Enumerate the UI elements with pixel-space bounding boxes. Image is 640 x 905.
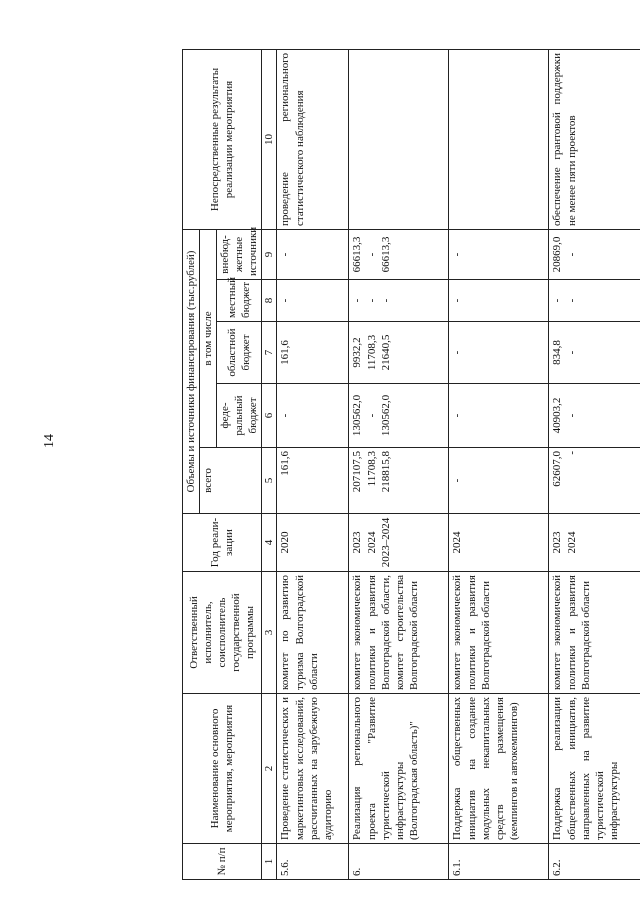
- header-funding: Объемы и источники финансирования (тыс.рублей): [183, 229, 200, 513]
- regional-value: 11708,3: [365, 334, 378, 371]
- federal-value: 130562,0: [351, 394, 364, 437]
- regional-value: -: [565, 350, 578, 355]
- row-name: Реализация регионального проекта "Развитие туристической инфраструктуры (Волгоградская область)": [349, 694, 449, 844]
- row-num: 6.1.: [449, 844, 549, 880]
- row-result: проведение регионального статистического наблюдения: [277, 49, 349, 229]
- total-value: 207107,5: [351, 451, 364, 493]
- row-executor: комитет по развитию туризма Волгоградской области: [277, 572, 349, 694]
- row-extra: [549, 229, 640, 279]
- row-local: [549, 280, 640, 322]
- regional-value: 21640,5: [379, 334, 392, 371]
- row-federal: [349, 384, 449, 448]
- header-regional: областной бюджет: [217, 322, 262, 384]
- header-federal: феде-ральный бюджет: [217, 384, 262, 448]
- column-number: 4: [262, 514, 277, 572]
- header-num: № п/п: [183, 844, 262, 880]
- header-total: всего: [200, 448, 262, 514]
- table-row: [277, 49, 349, 879]
- header-extra: внебюд-жетные источники: [217, 229, 262, 279]
- row-years: [449, 514, 549, 572]
- local-value: -: [351, 298, 364, 303]
- extra-value: -: [279, 252, 292, 257]
- total-value: -: [565, 451, 578, 455]
- column-number: 7: [262, 322, 277, 384]
- column-number: 10: [262, 49, 277, 229]
- regional-value: 161,6: [279, 340, 292, 365]
- header-executor: Ответственный исполнитель, соисполнитель государственной программы: [183, 572, 262, 694]
- federal-value: -: [451, 413, 464, 418]
- column-number-row: [262, 49, 277, 879]
- row-name: Поддержка реализации общественных инициатив, направленных на развитие туристической инфраструктуры: [549, 694, 640, 844]
- extra-value: -: [365, 252, 378, 257]
- federal-value: -: [279, 413, 292, 418]
- regional-value: 834,8: [551, 340, 564, 365]
- row-total: [349, 448, 449, 514]
- row-total: [277, 448, 349, 514]
- row-executor: комитет экономической политики и развития Волгоградской области, комитет строительства Волгоградской области: [349, 572, 449, 694]
- row-extra: [277, 229, 349, 279]
- row-years: [277, 514, 349, 572]
- local-value: -: [365, 298, 378, 303]
- federal-value: -: [565, 413, 578, 418]
- header-name: Наименование основного мероприятия, мероприятия: [183, 694, 262, 844]
- column-number: 5: [262, 448, 277, 514]
- total-value: 11708,3: [365, 451, 378, 487]
- federal-value: 130562,0: [379, 394, 392, 437]
- row-executor: комитет экономической политики и развития Волгоградской области: [549, 572, 640, 694]
- row-regional: [277, 322, 349, 384]
- row-executor: комитет экономической политики и развития Волгоградской области: [449, 572, 549, 694]
- federal-value: -: [365, 413, 378, 418]
- local-value: -: [379, 298, 392, 303]
- extra-value: 66613,3: [351, 236, 364, 273]
- row-years: [549, 514, 640, 572]
- row-federal: [449, 384, 549, 448]
- total-value: -: [451, 478, 464, 483]
- extra-value: -: [565, 252, 578, 257]
- row-name: Проведение статистических и маркетинговых исследований, рассчитанных на зарубежную аудиторию: [277, 694, 349, 844]
- table-row: [349, 49, 449, 879]
- row-local: [277, 280, 349, 322]
- header-row-1: [183, 49, 200, 879]
- table-row: [549, 49, 640, 879]
- year-value: 2023: [551, 531, 564, 554]
- row-num: 5.6.: [277, 844, 349, 880]
- local-value: -: [279, 298, 292, 303]
- page-number: 14: [42, 434, 57, 448]
- row-extra: [449, 229, 549, 279]
- row-total: [549, 448, 640, 514]
- row-result: обеспечение грантовой поддержки не менее пяти проектов: [549, 49, 640, 229]
- total-value: 218815,8: [379, 451, 392, 493]
- row-result: [449, 49, 549, 229]
- header-including: в том числе: [200, 229, 217, 447]
- rotated-sheet: [182, 50, 637, 880]
- extra-value: 20869,0: [551, 236, 564, 273]
- year-value: 2024: [365, 531, 378, 554]
- row-name: Поддержка общественных инициатив на создание модульных некапитальных средств размещения (кемпингов и автокемпингов): [449, 694, 549, 844]
- column-number: 6: [262, 384, 277, 448]
- extra-value: 66613,3: [379, 236, 392, 273]
- total-value: 62607,0: [551, 451, 564, 487]
- extra-value: -: [451, 252, 464, 257]
- row-num: 6.: [349, 844, 449, 880]
- regional-value: -: [451, 350, 464, 355]
- row-extra: [349, 229, 449, 279]
- year-value: 2024: [451, 531, 464, 554]
- row-federal: [549, 384, 640, 448]
- total-value: 161,6: [279, 451, 292, 476]
- row-years: [349, 514, 449, 572]
- row-regional: [549, 322, 640, 384]
- year-value: 2020: [279, 531, 292, 554]
- row-num: 6.2.: [549, 844, 640, 880]
- program-activities-table: [182, 49, 640, 880]
- year-value: 2023: [351, 531, 364, 554]
- year-value: 2024: [565, 531, 578, 554]
- row-regional: [449, 322, 549, 384]
- local-value: -: [451, 298, 464, 303]
- federal-value: 40903,2: [551, 397, 564, 434]
- local-value: -: [551, 298, 564, 303]
- regional-value: 9932,2: [351, 337, 364, 368]
- column-number: 9: [262, 229, 277, 279]
- table-row: [449, 49, 549, 879]
- row-result: [349, 49, 449, 229]
- row-regional: [349, 322, 449, 384]
- row-local: [449, 280, 549, 322]
- column-number: 2: [262, 694, 277, 844]
- row-total: [449, 448, 549, 514]
- row-local: [349, 280, 449, 322]
- column-number: 3: [262, 572, 277, 694]
- header-local: местный бюджет: [217, 280, 262, 322]
- column-number: 8: [262, 280, 277, 322]
- local-value: -: [565, 298, 578, 303]
- column-number: 1: [262, 844, 277, 880]
- row-federal: [277, 384, 349, 448]
- year-value: 2023–2024: [379, 517, 392, 568]
- header-year: Год реали-зации: [183, 514, 262, 572]
- header-result: Непосредственные результаты реализации мероприятия: [183, 49, 262, 229]
